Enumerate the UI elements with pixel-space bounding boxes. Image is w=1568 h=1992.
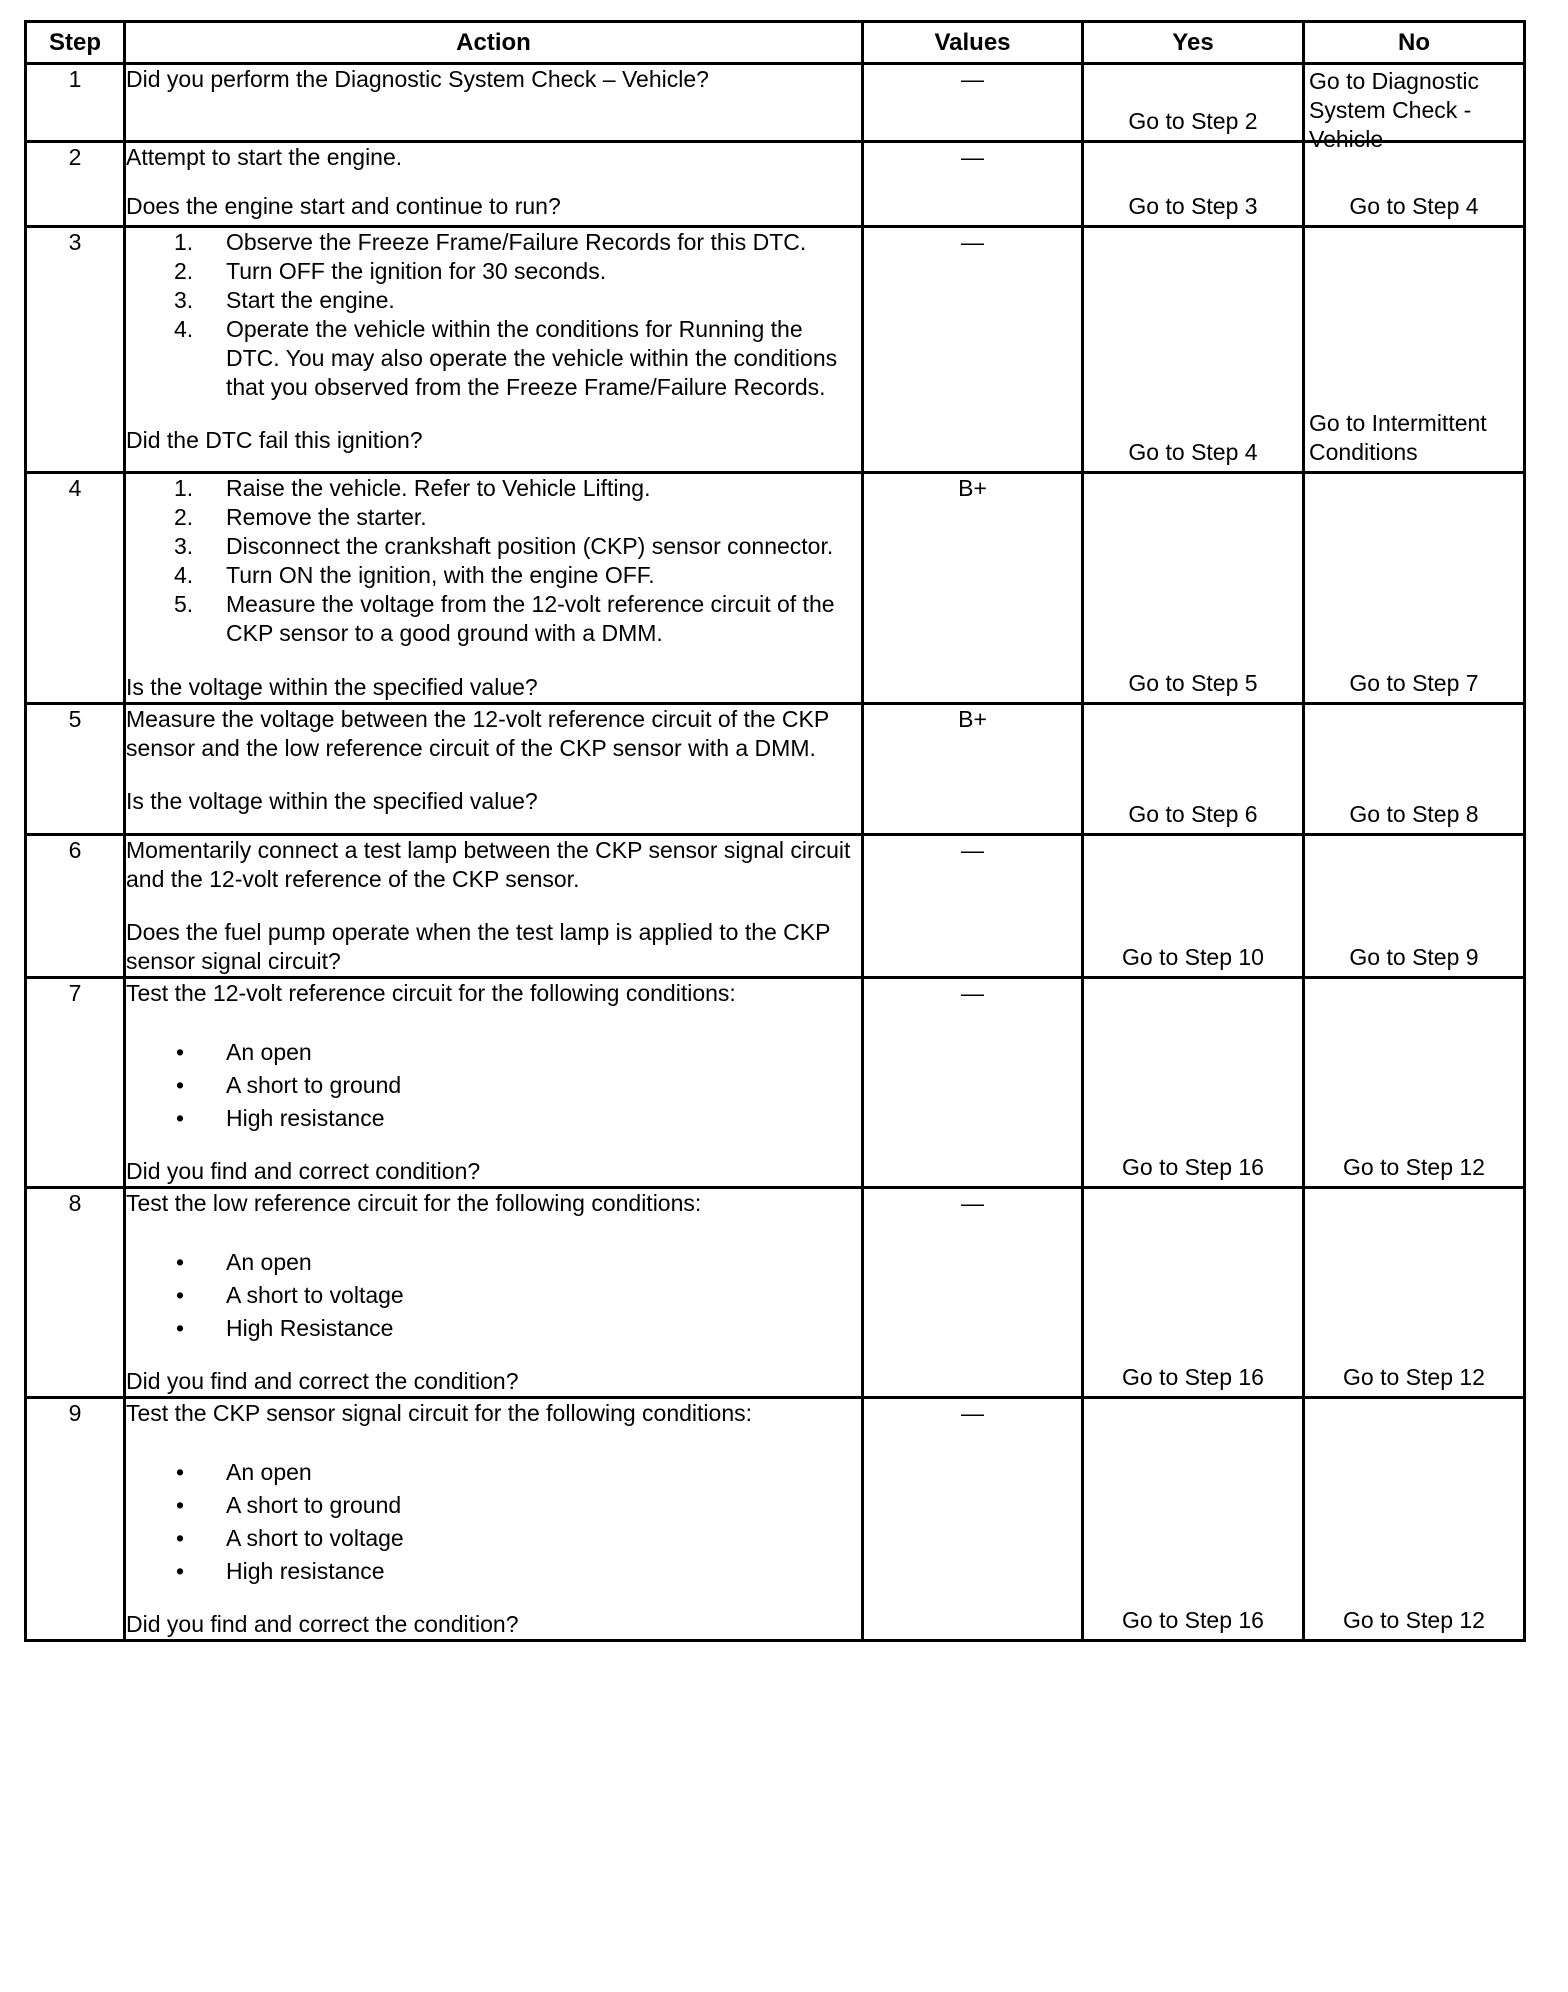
yes-cell [1083, 978, 1304, 1188]
yes-target: Go to Step 3 [1128, 193, 1258, 219]
step-number: 1 [26, 64, 125, 142]
diagnostic-table [24, 20, 1526, 1642]
step-number: 6 [26, 835, 125, 978]
step-number: 3 [26, 227, 125, 473]
header-row [26, 22, 1525, 64]
no-cell [1304, 835, 1525, 978]
numbered-list [126, 474, 861, 648]
yes-target: Go to Step 2 [1128, 108, 1258, 134]
list-item: • An open [176, 1039, 312, 1065]
yes-cell [1083, 473, 1304, 704]
list-item: • A short to voltage [176, 1525, 404, 1551]
action-cell [125, 142, 863, 227]
no-cell [1304, 473, 1525, 704]
table-row [26, 473, 1525, 704]
action-question: Did you find and correct the condition? [126, 1611, 519, 1637]
no-cell [1304, 142, 1525, 227]
action-cell [125, 835, 863, 978]
action-instruction: Test the 12-volt reference circuit for the following conditions: [126, 980, 736, 1006]
action-instruction: Test the low reference circuit for the following conditions: [126, 1190, 702, 1216]
no-target: Go to Intermittent Conditions [1309, 410, 1487, 465]
action-instruction: Did you perform the Diagnostic System Check – Vehicle? [126, 66, 709, 92]
no-target: Go to Diagnostic System Check - Vehicle [1309, 68, 1480, 152]
header-no: No [1304, 22, 1525, 64]
list-item: • A short to voltage [176, 1282, 404, 1308]
value-cell: — [863, 835, 1083, 978]
step-number: 4 [26, 473, 125, 704]
no-cell [1304, 64, 1525, 152]
list-item: • A short to ground [176, 1492, 402, 1518]
yes-target: Go to Step 5 [1128, 670, 1258, 696]
yes-target: Go to Step 16 [1122, 1364, 1264, 1390]
action-cell [125, 227, 863, 473]
list-item: • High Resistance [176, 1315, 394, 1341]
action-question: Did you find and correct condition? [126, 1158, 481, 1184]
action-instruction: Momentarily connect a test lamp between the CKP sensor signal circuit and the 12-volt reference of the CKP sensor. [126, 837, 851, 892]
action-cell [125, 1398, 863, 1641]
list-item: • High resistance [176, 1105, 385, 1131]
value-cell: B+ [863, 704, 1083, 835]
value-cell: — [863, 142, 1083, 227]
step-number: 8 [26, 1188, 125, 1398]
header-action: Action [125, 22, 863, 64]
list-item: 2. Turn OFF the ignition for 30 seconds. [174, 258, 607, 284]
list-item: 4. Turn ON the ignition, with the engine OFF. [174, 562, 655, 588]
no-target: Go to Step 4 [1349, 193, 1479, 219]
action-instruction: Measure the voltage between the 12-volt reference circuit of the CKP sensor and the low reference circuit of the CKP sensor with a DMM. [126, 706, 829, 761]
yes-target: Go to Step 6 [1128, 801, 1258, 827]
list-item: • High resistance [176, 1558, 385, 1584]
action-question: Does the engine start and continue to run? [126, 193, 561, 219]
table-row [26, 1188, 1525, 1398]
action-question: Did the DTC fail this ignition? [126, 427, 423, 453]
list-item: • An open [176, 1249, 312, 1275]
table-row [26, 704, 1525, 835]
no-cell [1304, 704, 1525, 835]
step-number: 7 [26, 978, 125, 1188]
yes-target: Go to Step 16 [1122, 1154, 1264, 1180]
list-item: 4. Operate the vehicle within the conditions for Running the DTC. You may also operate the vehicle within the conditions that you observed from the Freeze Frame/Failure Records. [174, 316, 838, 400]
no-target: Go to Step 8 [1349, 801, 1479, 827]
list-item: 3. Disconnect the crankshaft position (CKP) sensor connector. [174, 533, 834, 559]
action-instruction: Test the CKP sensor signal circuit for the following conditions: [126, 1400, 752, 1426]
list-item: 1. Raise the vehicle. Refer to Vehicle Lifting. [174, 475, 651, 501]
header-yes: Yes [1083, 22, 1304, 64]
list-item: 5. Measure the voltage from the 12-volt reference circuit of the CKP sensor to a good ground with a DMM. [174, 591, 835, 646]
bullet-list [126, 1036, 861, 1135]
yes-target: Go to Step 10 [1122, 944, 1264, 970]
value-cell: — [863, 1398, 1083, 1641]
table-row [26, 142, 1525, 227]
step-number: 5 [26, 704, 125, 835]
value-cell: — [863, 1188, 1083, 1398]
action-cell [125, 473, 863, 704]
table-row [26, 1398, 1525, 1641]
no-target: Go to Step 12 [1343, 1364, 1485, 1390]
list-item: • An open [176, 1459, 312, 1485]
table-row [26, 835, 1525, 978]
no-cell [1304, 1188, 1525, 1398]
action-cell [125, 978, 863, 1188]
table-row [26, 227, 1525, 473]
no-target: Go to Step 12 [1343, 1154, 1485, 1180]
list-item: 3. Start the engine. [174, 287, 395, 313]
action-question: Does the fuel pump operate when the test lamp is applied to the CKP sensor signal circuit? [126, 919, 831, 974]
list-item: • A short to ground [176, 1072, 402, 1098]
value-cell: B+ [863, 473, 1083, 704]
yes-cell [1083, 1188, 1304, 1398]
action-question: Is the voltage within the specified value? [126, 674, 538, 700]
no-cell [1304, 1398, 1525, 1641]
header-step: Step [26, 22, 125, 64]
no-target: Go to Step 12 [1343, 1607, 1485, 1633]
yes-cell [1083, 835, 1304, 978]
step-number: 2 [26, 142, 125, 227]
list-item: 2. Remove the starter. [174, 504, 427, 530]
step-number: 9 [26, 1398, 125, 1641]
table-row [26, 978, 1525, 1188]
yes-target: Go to Step 4 [1128, 439, 1258, 465]
action-cell [125, 1188, 863, 1398]
yes-cell [1083, 64, 1304, 142]
value-cell: — [863, 227, 1083, 473]
value-cell: — [863, 978, 1083, 1188]
no-cell [1304, 227, 1525, 473]
no-target: Go to Step 7 [1349, 670, 1479, 696]
yes-cell [1083, 704, 1304, 835]
numbered-list [126, 228, 861, 402]
action-instruction: Attempt to start the engine. [126, 144, 403, 170]
yes-cell [1083, 1398, 1304, 1641]
action-cell [125, 64, 863, 142]
bullet-list [126, 1246, 861, 1345]
no-cell [1304, 978, 1525, 1188]
table-row [26, 64, 1525, 142]
bullet-list [126, 1456, 861, 1588]
header-values: Values [863, 22, 1083, 64]
action-cell [125, 704, 863, 835]
no-target: Go to Step 9 [1349, 944, 1479, 970]
yes-cell [1083, 142, 1304, 227]
yes-target: Go to Step 16 [1122, 1607, 1264, 1633]
yes-cell [1083, 227, 1304, 473]
list-item: 1. Observe the Freeze Frame/Failure Records for this DTC. [174, 229, 807, 255]
action-question: Is the voltage within the specified value? [126, 788, 538, 814]
value-cell: — [863, 64, 1083, 142]
action-question: Did you find and correct the condition? [126, 1368, 519, 1394]
